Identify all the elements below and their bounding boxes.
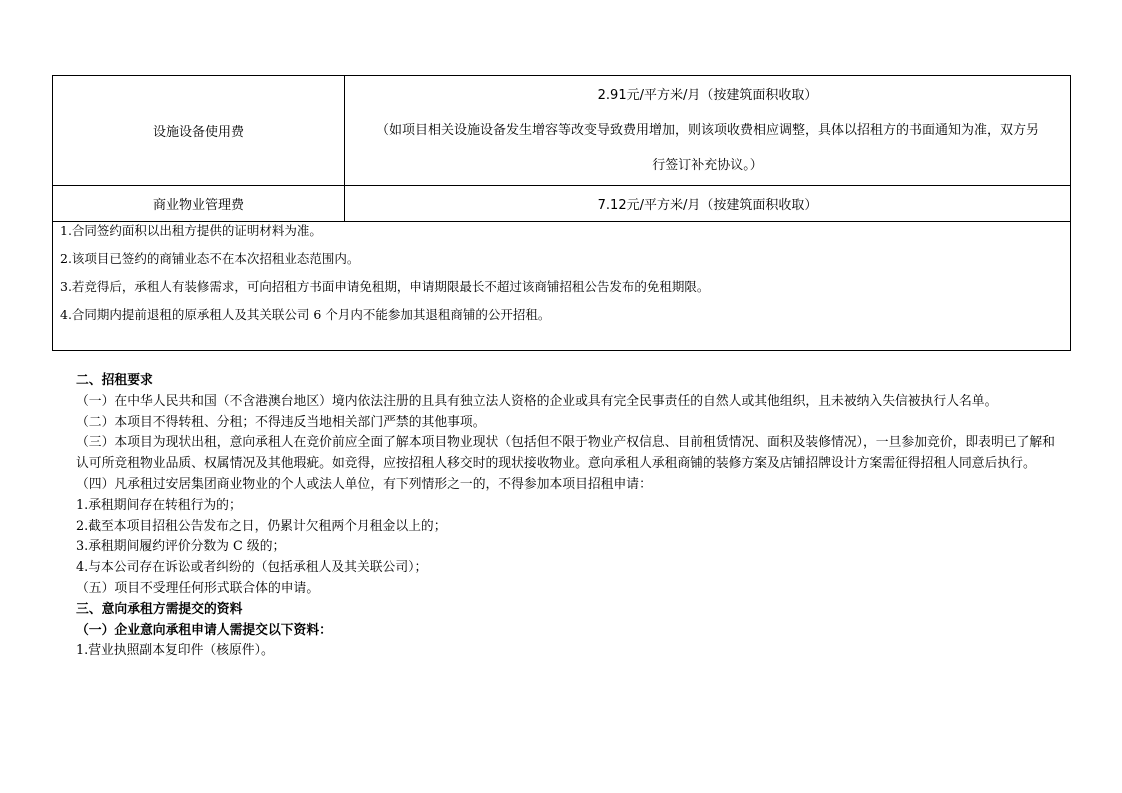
management-fee-rate: 7.12元/平方米/月（按建筑面积收取） — [345, 186, 1071, 222]
facility-fee-note-line1: （如项目相关设施设备发生增容等改变导致费用增加，则该项收费相应调整，具体以招租方的书面通知为准，双方另 — [375, 123, 1039, 138]
notes-row — [53, 222, 1071, 351]
requirement-item-1: （一）在中华人民共和国（不含港澳台地区）境内依法注册的且具有独立法人资格的企业或具有完全民事责任的自然人或其他组织，且未被纳入失信被执行人名单。 — [76, 393, 998, 409]
note-item: 3.若竞得后，承租人有装修需求，可向招租方书面申请免租期，申请期限最长不超过该商铺招租公告发布的免租期限。 — [60, 279, 710, 294]
facility-fee-value — [345, 76, 1071, 186]
requirement-item-3: （三）本项目为现状出租，意向承租人在竞价前应全面了解本项目物业现状（包括但不限于物业产权信息、目前租赁情况、面积及装修情况），一旦参加竞价，即表明已了解和认可所竞租物业品质、权属情况及其他瑕疵。如竞得，应按招租人移交时的现状接收物业。意向承租人承租商铺的装修方案及店铺招牌设计方案需征得招租人同意后执行。 — [76, 435, 1055, 472]
exclusion-item-3: 3.承租期间履约评价分数为 C 级的； — [76, 539, 286, 555]
materials-item-1: 1.营业执照副本复印件（核原件）。 — [76, 643, 274, 659]
fee-table — [52, 75, 1071, 351]
section3-subheading: （一）企业意向承租申请人需提交以下资料： — [76, 622, 332, 638]
requirement-item-5: （五）项目不受理任何形式联合体的申请。 — [76, 580, 320, 596]
facility-fee-rate: 2.91元/平方米/月（按建筑面积收取） — [597, 88, 818, 103]
exclusion-item-2: 2.截至本项目招租公告发布之日，仍累计欠租两个月租金以上的； — [76, 518, 447, 534]
note-item: 2.该项目已签约的商铺业态不在本次招租业态范围内。 — [60, 251, 360, 266]
requirement-item-4: （四）凡承租过安居集团商业物业的个人或法人单位，有下列情形之一的，不得参加本项目招租申请： — [76, 476, 652, 492]
management-fee-label: 商业物业管理费 — [53, 186, 345, 222]
note-item: 4.合同期内提前退租的原承租人及其关联公司 6 个月内不能参加其退租商铺的公开招租。 — [60, 307, 551, 322]
facility-fee-note-line2: 行签订补充协议。） — [652, 158, 763, 173]
exclusion-item-1: 1.承租期间存在转租行为的； — [76, 497, 242, 513]
note-item: 1.合同签约面积以出租方提供的证明材料为准。 — [60, 223, 322, 238]
exclusion-item-4: 4.与本公司存在诉讼或者纠纷的（包括承租人及其关联公司）； — [76, 560, 428, 576]
facility-fee-label: 设施设备使用费 — [53, 76, 345, 186]
facility-fee-row — [53, 76, 1071, 186]
requirement-item-2: （二）本项目不得转租、分租；不得违反当地相关部门严禁的其他事项。 — [76, 414, 486, 430]
section2-heading: 二、招租要求 — [76, 373, 153, 388]
notes-cell — [53, 222, 1071, 351]
body-text — [76, 371, 1056, 662]
section3-heading: 三、意向承租方需提交的资料 — [76, 601, 243, 617]
